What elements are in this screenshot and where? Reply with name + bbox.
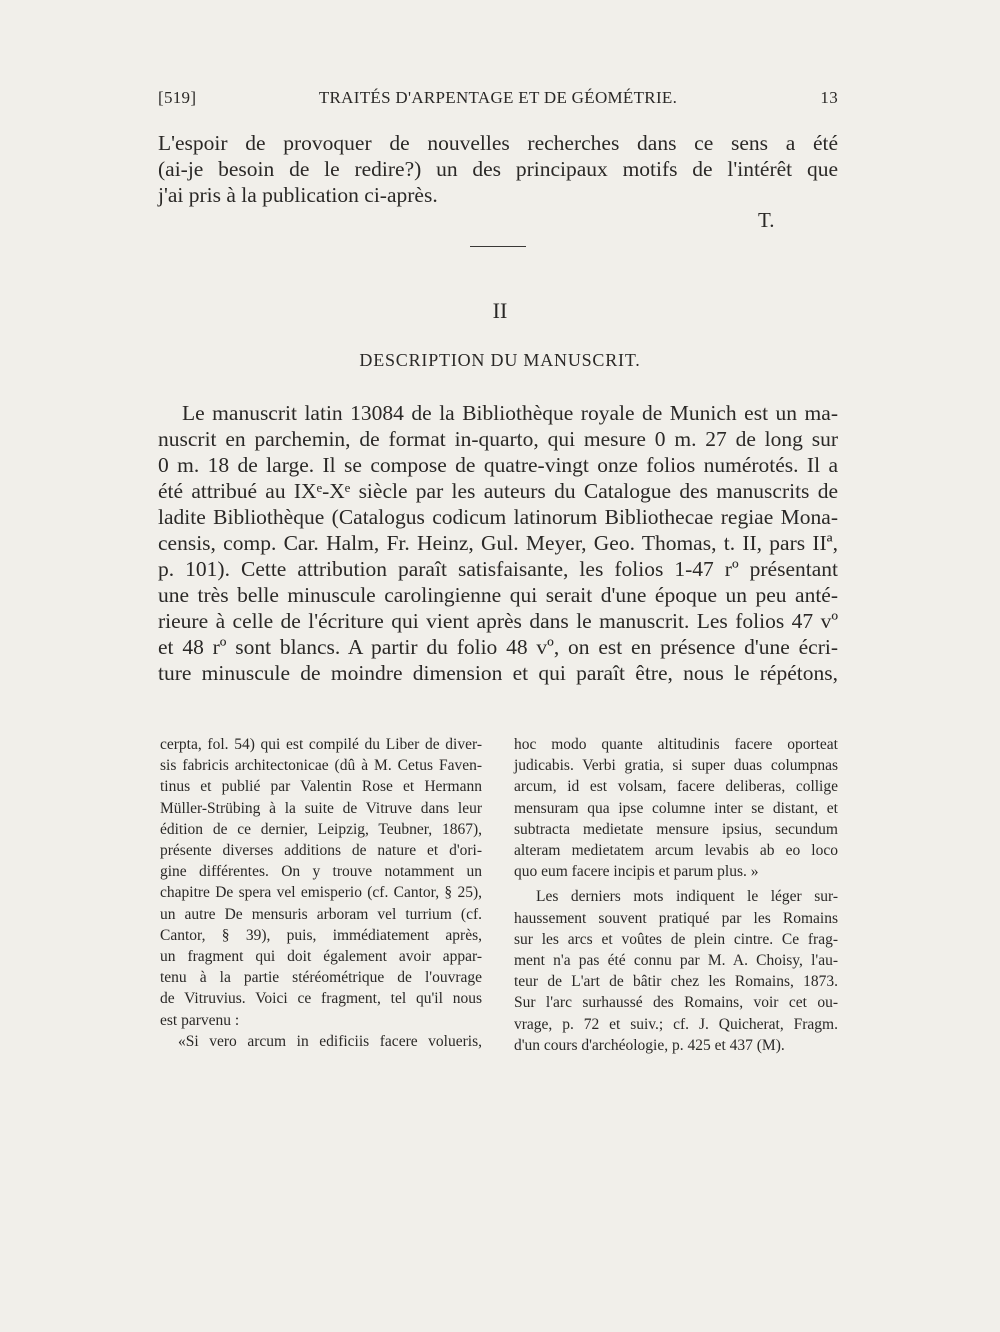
text-line: une très belle minuscule carolingienne qui serait d'une époque un peu anté- [158, 583, 838, 607]
note-line: est parvenu : [160, 1011, 240, 1029]
footnote-column-left [160, 734, 482, 1052]
note-line: teur de L'art de bâtir chez les Romains, 1873. [514, 973, 838, 991]
text-line: ture minuscule de moindre dimension et qui paraît être, nous le répétons, [158, 661, 838, 685]
note-line: d'un cours d'archéologie, p. 425 et 437 (M). [514, 1036, 785, 1054]
note-line: Cantor, § 39), puis, immédiatement après, [160, 926, 482, 944]
running-title: TRAITÉS D'ARPENTAGE ET DE GÉOMÉTRIE. [318, 88, 678, 107]
note-line: un fragment qui doit également avoir appar- [160, 948, 482, 966]
note-line: tinus et publié par Valentin Rose et Hermann [160, 778, 482, 796]
section-number: II [492, 298, 508, 323]
note-line: vrage, p. 72 et suiv.; cf. J. Quicherat, Fragm. [514, 1015, 838, 1033]
note-line: Les derniers mots indiquent le léger sur- [536, 888, 838, 906]
page-number: 13 [820, 88, 838, 107]
text-line: p. 101). Cette attribution paraît satisfaisante, les folios 1-47 rº présentant [158, 557, 838, 581]
note-line: arcum, id est volsam, facere deliberas, collige [514, 778, 838, 796]
page-reference: [519] [158, 88, 197, 107]
text-line: (ai-je besoin de le redire?) un des principaux motifs de l'intérêt que [158, 157, 838, 181]
note-line: sis fabricis architectonicae (dû à M. Cetus Faven- [160, 757, 482, 775]
note-line: de Vitruvius. Voici ce fragment, tel qu'il nous [160, 990, 482, 1008]
note-line: chapitre De spera vel emisperio (cf. Cantor, § 25), [160, 884, 482, 902]
note-line: sur les arcs et voûtes de plein cintre. Ce frag- [514, 930, 838, 948]
author-signature: T. [758, 208, 775, 232]
note-line: Sur l'arc surhaussé des Romains, voir cet ou- [514, 994, 838, 1012]
text-line: censis, comp. Car. Halm, Fr. Heinz, Gul. Meyer, Geo. Thomas, t. II, pars IIª, [158, 531, 838, 555]
running-header [158, 88, 838, 114]
text-line: et 48 rº sont blancs. A partir du folio 48 vº, on est en présence d'une écri- [158, 635, 838, 659]
note-line: tenu à la partie stéréométrique de l'ouvrage [160, 969, 482, 987]
note-line: alteram medietatem arcum levabis ab eo loco [514, 842, 838, 860]
section-divider [470, 246, 526, 247]
text-line: rieure à celle de l'écriture qui vient après dans le manuscrit. Les folios 47 vº [158, 609, 838, 633]
note-line: présente diverses additions de nature et d'ori- [160, 842, 482, 860]
main-paragraph [158, 400, 838, 686]
note-line: hoc modo quante altitudinis facere oporteat [514, 736, 838, 753]
footnote-column-right [514, 734, 838, 1056]
text-line: L'espoir de provoquer de nouvelles recherches dans ce sens a été [158, 131, 838, 155]
note-line: Müller-Strübing à la suite de Vitruve dans leur [160, 799, 482, 817]
note-line: judicabis. Verbi gratia, si super duas columpnas [514, 757, 838, 775]
note-line: gine différentes. On y trouve notamment un [160, 863, 482, 881]
note-line: quo eum facere incipis et parum plus. » [514, 863, 759, 881]
text-line: j'ai pris à la publication ci-après. [158, 183, 438, 207]
text-line: 0 m. 18 de large. Il se compose de quatre-vingt onze folios numérotés. Il a [158, 453, 838, 477]
intro-paragraph [158, 130, 838, 208]
text-line: ladite Bibliothèque (Catalogus codicum latinorum Bibliothecae regiae Mona- [158, 505, 838, 529]
text-line: Le manuscrit latin 13084 de la Bibliothèque royale de Munich est un ma- [182, 401, 838, 425]
note-line: haussement souvent pratiqué par les Romains [514, 909, 838, 927]
text-line: nuscrit en parchemin, de format in-quarto, qui mesure 0 m. 27 de long sur [158, 427, 838, 451]
note-line: subtracta medietate mensure ipsius, secundum [514, 820, 838, 838]
note-line: cerpta, fol. 54) qui est compilé du Liber de diver- [160, 736, 482, 753]
section-title: DESCRIPTION DU MANUSCRIT. [359, 350, 641, 370]
note-line: mensuram qua ipse columne inter se distant, et [514, 799, 838, 817]
note-line: un autre De mensuris arboram vel turrium (cf. [160, 905, 482, 923]
note-line: «Si vero arcum in edificiis facere volueris, [178, 1032, 482, 1050]
note-line: ment n'a pas été connu par M. A. Choisy, l'au- [514, 952, 838, 970]
text-line: été attribué au IXᵉ-Xᵉ siècle par les auteurs du Catalogue des manuscrits de [158, 479, 838, 503]
note-line: édition de ce dernier, Leipzig, Teubner, 1867), [160, 820, 482, 838]
